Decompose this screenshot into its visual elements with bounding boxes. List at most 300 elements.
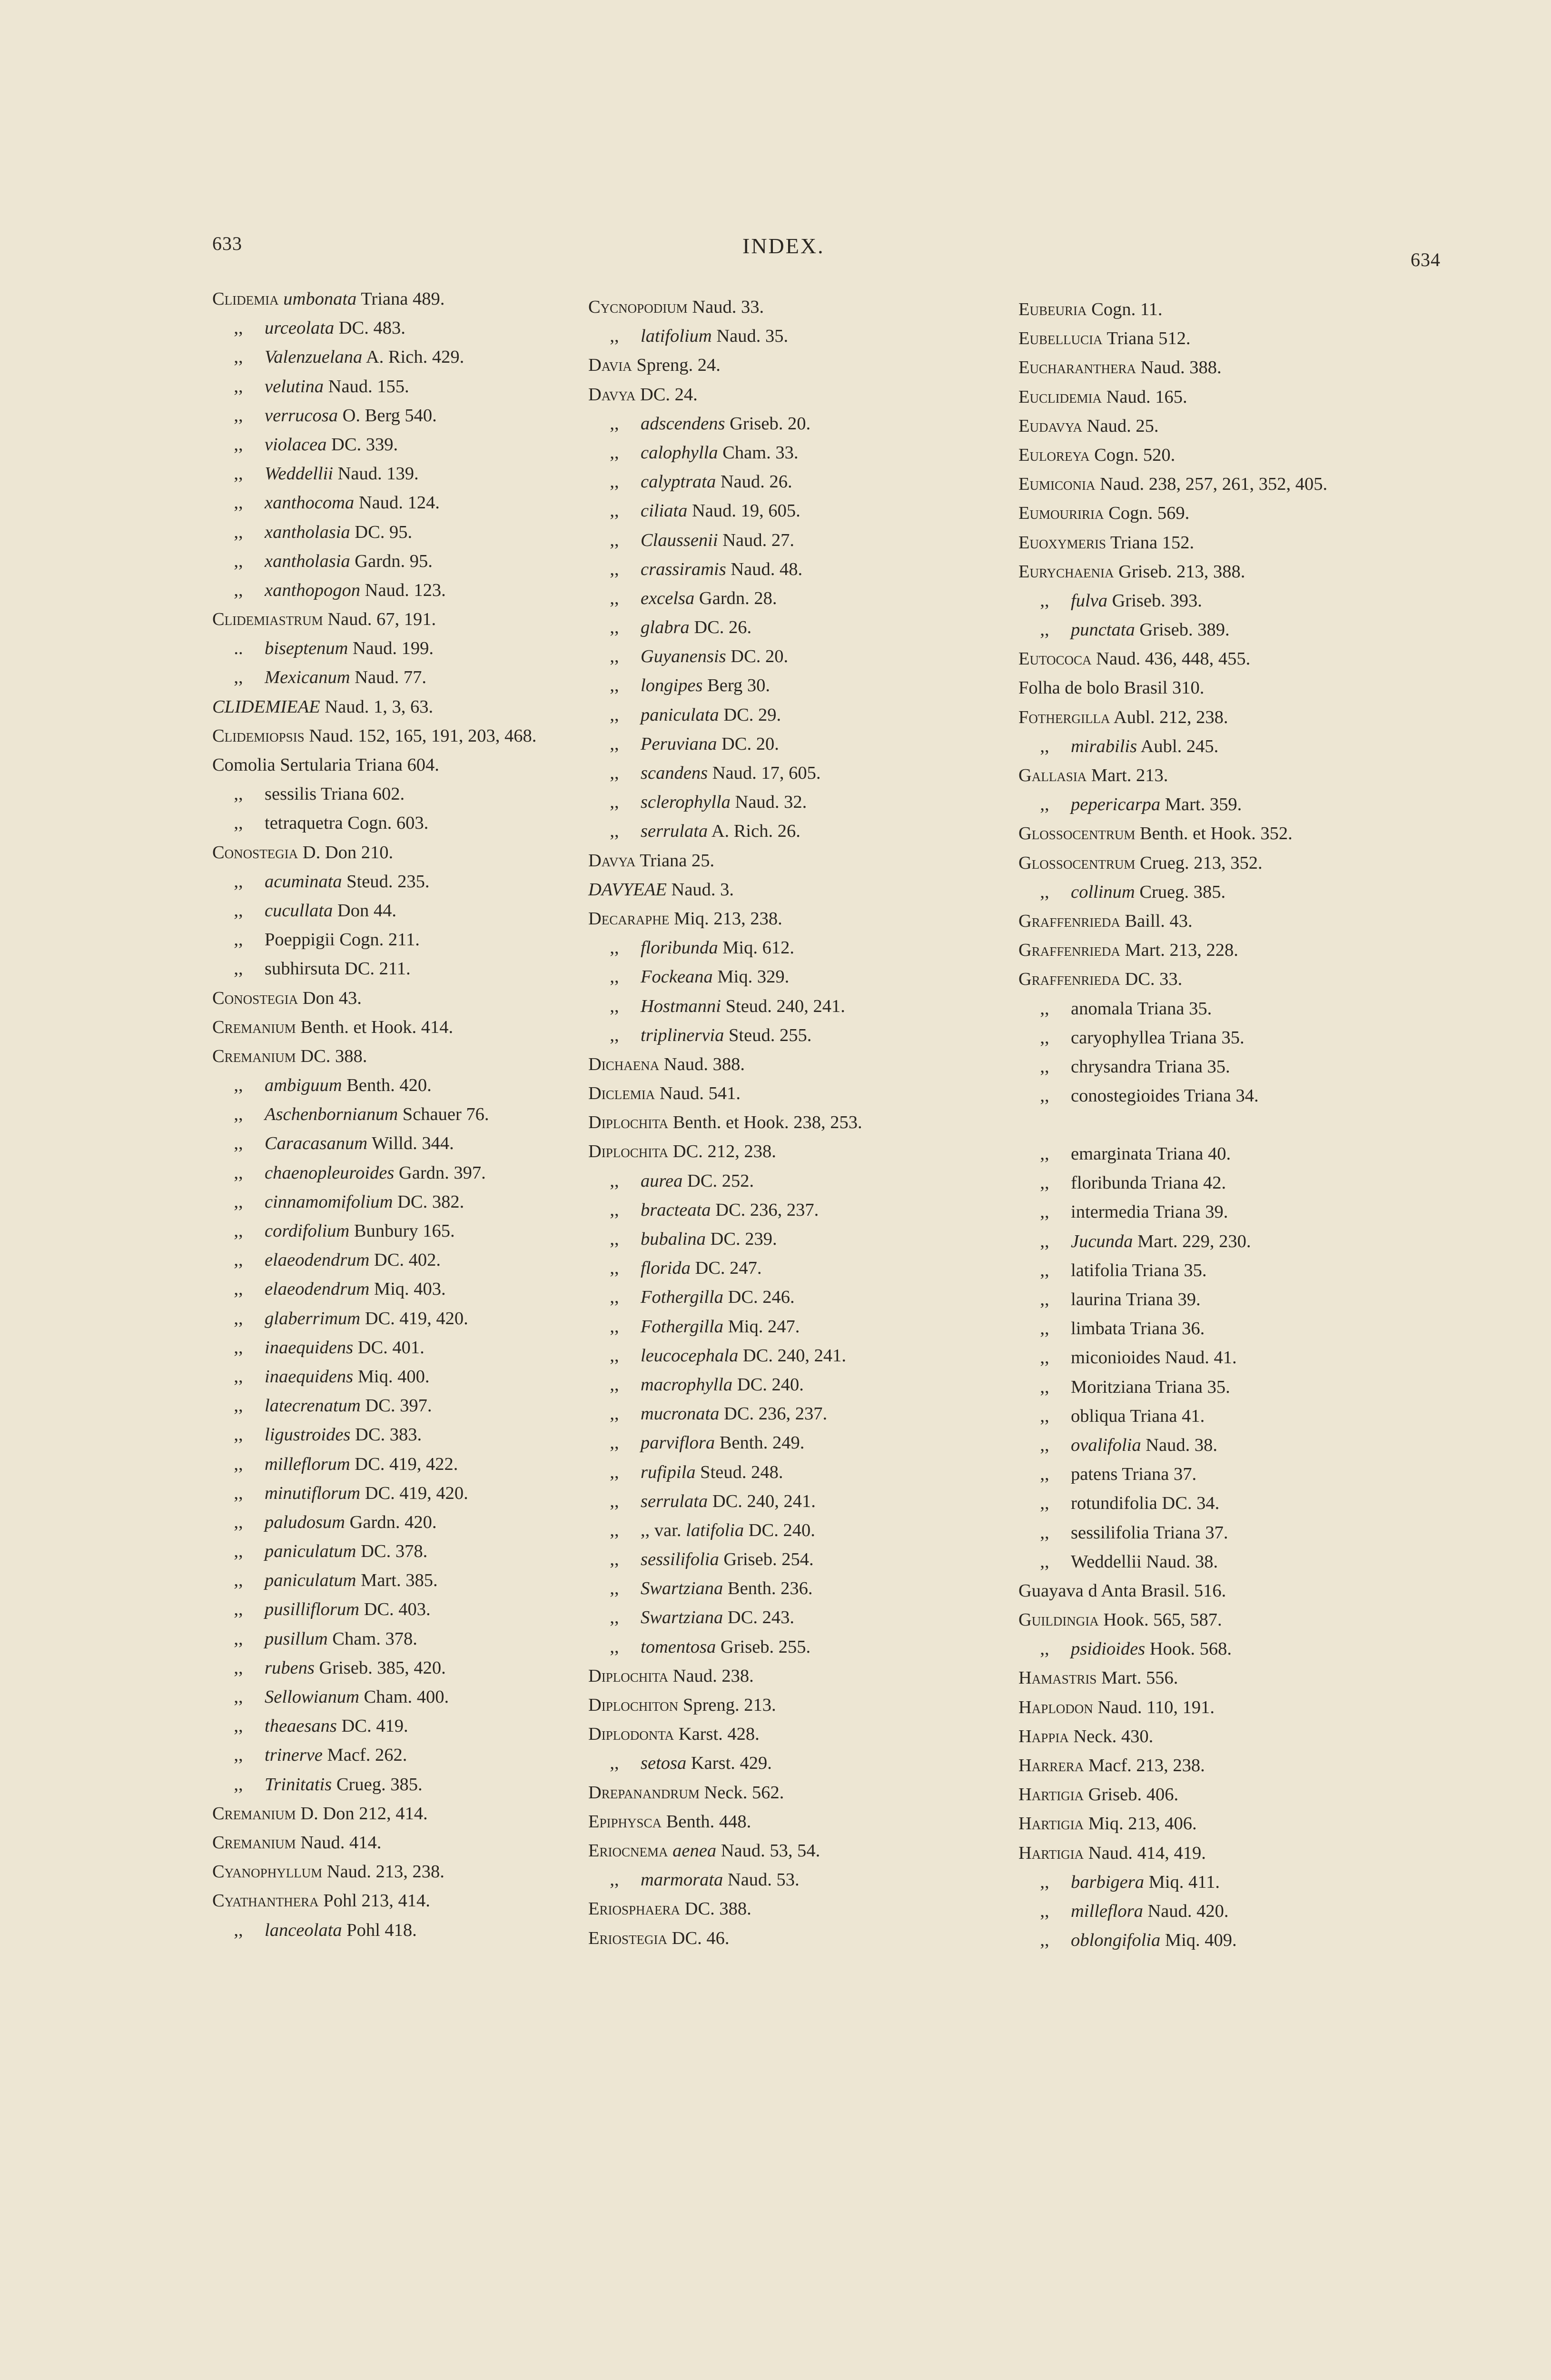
ditto-mark: ,, (610, 821, 619, 842)
index-entry (588, 1167, 993, 1196)
genus-name: Hartigia (1018, 1843, 1084, 1863)
author-ref: Pohl 213, 414. (323, 1891, 430, 1911)
genus-name: Cremanium (212, 1832, 296, 1853)
entry-text: limbata Triana 36. (1071, 1319, 1205, 1339)
index-entry (1018, 441, 1437, 470)
author-ref: DC. 95. (355, 522, 413, 542)
entry-text: ,, var. (641, 1520, 682, 1540)
author-ref: Naud. 53. (727, 1870, 800, 1890)
genus-name: Clidemiastrum (212, 609, 323, 630)
index-entry (588, 1603, 993, 1632)
species-name: collinum (1071, 882, 1135, 902)
species-name: bubalina (641, 1229, 706, 1249)
species-name: rubens (265, 1657, 315, 1678)
species-name: Claussenii (641, 530, 718, 550)
genus-name: Haplodon (1018, 1697, 1093, 1717)
author-ref: Naud. 152, 165, 191, 203, 468. (309, 725, 537, 746)
index-entry (588, 1516, 993, 1545)
species-name: scandens (641, 763, 708, 783)
index-entry (212, 663, 583, 692)
author-ref: Steud. 255. (729, 1025, 812, 1045)
ditto-mark: ,, (234, 1774, 243, 1795)
species-name: Valenzuelana (265, 347, 363, 367)
index-entry (588, 1749, 993, 1778)
entry-text: patens Triana 37. (1071, 1464, 1197, 1485)
author-ref: Cham. 378. (332, 1628, 417, 1649)
species-name: inaequidens (265, 1366, 354, 1387)
author-ref: Miq. 329. (717, 967, 790, 987)
author-ref: Triana 512. (1106, 328, 1191, 349)
species-name: calophylla (641, 442, 718, 463)
index-entry (1018, 1518, 1437, 1547)
species-name: Trinitatis (265, 1774, 332, 1795)
author-ref: Naud. 165. (1106, 387, 1187, 407)
ditto-mark: ,, (1040, 1289, 1049, 1309)
genus-name: Davya (588, 850, 636, 871)
author-ref: Macf. 262. (327, 1745, 407, 1765)
species-name: lanceolata (265, 1920, 342, 1940)
index-entry (588, 496, 993, 526)
index-entry (212, 1654, 583, 1683)
author-ref: Mart. 385. (361, 1570, 438, 1591)
index-entry (212, 1828, 583, 1857)
ditto-mark: ,, (1040, 1639, 1049, 1659)
ditto-mark: ,, (1040, 1260, 1049, 1280)
ditto-mark: ,, (234, 1221, 243, 1241)
ditto-mark: ,, (1040, 1406, 1049, 1426)
genus-name: Cyathanthera (212, 1891, 319, 1911)
index-entry (212, 1537, 583, 1566)
species-name: macrophylla (641, 1374, 733, 1395)
genus-name: Epiphysca (588, 1811, 662, 1832)
author-ref: Pohl 418. (346, 1920, 417, 1940)
ditto-mark: ,, (1040, 1056, 1049, 1077)
species-name: glabra (641, 617, 690, 638)
author-ref: Griseb. 255. (720, 1636, 811, 1657)
index-entry (588, 584, 993, 613)
index-entry (212, 693, 583, 722)
genus-name: Eriostegia (588, 1928, 668, 1948)
ditto-mark: ,, (610, 1636, 619, 1657)
author-ref: Benth. 420. (346, 1075, 432, 1096)
author-ref: Naud. 110, 191. (1097, 1697, 1215, 1717)
index-entry (588, 1924, 993, 1953)
index-column-3 (1018, 295, 1437, 1955)
author-ref: DC. 33. (1125, 969, 1183, 990)
index-entry (1018, 557, 1437, 586)
author-ref: Miq. 403. (374, 1279, 446, 1299)
ditto-mark: ,, (610, 763, 619, 783)
genus-name: Diplochiton (588, 1695, 679, 1715)
ditto-mark: ,, (234, 1075, 243, 1096)
index-entry (588, 1778, 993, 1807)
author-ref: Gardn. 95. (355, 551, 433, 571)
index-entry (212, 576, 583, 605)
species-name: leucocephala (641, 1345, 739, 1366)
species-name: glaberrimum (265, 1308, 361, 1329)
species-name: marmorata (641, 1870, 723, 1890)
author-ref: Griseb. 393. (1112, 590, 1202, 611)
ditto-mark: ,, (1040, 1464, 1049, 1485)
author-ref: Cogn. 569. (1108, 503, 1190, 524)
index-entry (212, 1159, 583, 1188)
entry-text: laurina Triana 39. (1071, 1289, 1201, 1309)
genus-name: Cremanium (212, 1803, 296, 1824)
index-entry (1018, 790, 1437, 819)
author-ref: Griseb. 213, 388. (1118, 561, 1245, 582)
species-name: oblongifolia (1071, 1930, 1161, 1951)
author-ref: DC. 243. (727, 1607, 795, 1628)
species-name: parviflora (641, 1433, 715, 1453)
species-name: Aschenbornianum (265, 1104, 398, 1125)
index-entry (588, 1050, 993, 1079)
author-ref: Naud. 238, 257, 261, 352, 405. (1100, 474, 1328, 495)
species-name: cinnamomifolium (265, 1191, 393, 1212)
index-entry (1018, 1809, 1437, 1838)
species-name: serrulata (641, 821, 708, 842)
ditto-mark: ,, (610, 1870, 619, 1890)
index-entry (212, 1333, 583, 1362)
index-entry (212, 605, 583, 634)
author-ref: Triana 152. (1110, 532, 1195, 553)
genus-name: Cremanium (212, 1017, 296, 1037)
ditto-mark: ,, (234, 493, 243, 513)
author-ref: Steud. 235. (346, 871, 430, 892)
genus-name: Hartigia (1018, 1814, 1084, 1834)
species-name: ligustroides (265, 1425, 351, 1445)
ditto-mark: ,, (234, 959, 243, 979)
index-entry (1018, 819, 1437, 848)
species-name: violacea (265, 434, 327, 455)
species-name: fulva (1071, 590, 1107, 611)
page-title: INDEX. (742, 234, 825, 258)
author-ref: Benth. et Hook. 352. (1139, 823, 1293, 844)
author-ref: Cham. 33. (722, 442, 799, 463)
index-entry (1018, 1635, 1437, 1664)
ditto-mark: ,, (234, 1920, 243, 1940)
species-name: pepericarpa (1071, 794, 1161, 815)
ditto-mark: ,, (610, 326, 619, 347)
index-entry (588, 293, 993, 322)
author-ref: Mart. 213. (1091, 765, 1168, 785)
genus-name: Eriocnema (588, 1840, 668, 1861)
index-entry (212, 1479, 583, 1508)
author-ref: DC. 419, 420. (365, 1483, 468, 1503)
entry-text: intermedia Triana 39. (1071, 1202, 1228, 1222)
index-entry (212, 1595, 583, 1624)
entry-text: rotundifolia DC. 34. (1071, 1493, 1220, 1514)
species-name: Mexicanum (265, 667, 350, 688)
author-ref: DC. 382. (397, 1191, 464, 1212)
entry-text: anomala Triana 35. (1071, 998, 1212, 1019)
index-entry (1018, 1227, 1437, 1256)
author-ref: DC. 403. (364, 1599, 431, 1620)
index-entry (212, 1566, 583, 1595)
ditto-mark: ,, (1040, 1027, 1049, 1048)
ditto-mark: ,, (234, 930, 243, 950)
index-entry (1018, 849, 1437, 878)
index-entry (1018, 1751, 1437, 1780)
index-entry (212, 430, 583, 459)
author-ref: Neck. 430. (1073, 1726, 1154, 1746)
index-entry (212, 1916, 583, 1945)
index-entry (212, 1857, 583, 1886)
author-ref: Mart. 556. (1101, 1668, 1178, 1688)
author-ref: DC. 240, 241. (742, 1345, 846, 1366)
index-entry (212, 1246, 583, 1275)
species-name: elaeodendrum (265, 1250, 370, 1270)
ditto-mark: ,, (234, 1657, 243, 1678)
index-entry (1018, 528, 1437, 557)
ditto-mark: ,, (234, 1104, 243, 1125)
genus-name: Euclidemia (1018, 387, 1102, 407)
author-ref: A. Rich. 429. (366, 347, 464, 367)
ditto-mark: ,, (1040, 1377, 1049, 1397)
ditto-mark: ,, (1040, 882, 1049, 902)
index-entry (1018, 674, 1437, 703)
index-entry (212, 1625, 583, 1654)
index-entry (1018, 1402, 1437, 1431)
index-entry (588, 904, 993, 933)
index-column-1 (212, 285, 583, 1945)
ditto-mark: ,, (610, 1025, 619, 1045)
entry-text: Guayava d Anta Brasil. 516. (1018, 1580, 1226, 1601)
index-entry (1018, 878, 1437, 907)
entry-text: caryophyllea Triana 35. (1071, 1027, 1245, 1048)
index-entry (1018, 1460, 1437, 1489)
author-ref: Don 44. (337, 900, 396, 921)
index-entry (588, 1720, 993, 1749)
ditto-mark: ,, (610, 559, 619, 579)
genus-name: Diplochita (588, 1141, 669, 1162)
index-entry (212, 518, 583, 547)
ditto-mark: ,, (234, 1745, 243, 1765)
genus-name: Conostegia (212, 842, 298, 863)
author-ref: Willd. 344. (371, 1133, 454, 1154)
index-entry (588, 380, 993, 409)
index-entry (588, 933, 993, 962)
author-ref: DC. 239. (710, 1229, 777, 1249)
ditto-mark: ,, (610, 792, 619, 813)
ditto-mark: ,, (610, 1287, 619, 1308)
ditto-mark: ,, (234, 813, 243, 833)
ditto-mark: ,, (1040, 1551, 1049, 1572)
index-entry (588, 1545, 993, 1574)
genus-name: Diplochita (588, 1666, 669, 1686)
species-name: floribunda (641, 938, 718, 958)
index-entry (212, 1217, 583, 1246)
genus-name: Eutococa (1018, 649, 1092, 669)
index-entry (1018, 1868, 1437, 1897)
index-entry (212, 1420, 583, 1449)
index-entry (212, 1362, 583, 1391)
author-ref: Spreng. 213. (682, 1695, 776, 1715)
index-entry (212, 488, 583, 517)
index-entry (588, 701, 993, 730)
genus-name: Hamastris (1018, 1668, 1097, 1688)
species-name: velutina (265, 376, 324, 397)
species-name: latecrenatum (265, 1396, 361, 1416)
index-entry (588, 1894, 993, 1924)
author-ref: DC. 383. (355, 1425, 422, 1445)
author-ref: Hook. 565, 587. (1103, 1610, 1222, 1630)
index-entry (588, 1196, 993, 1225)
author-ref: Cham. 400. (364, 1687, 449, 1707)
genus-name: Happia (1018, 1726, 1069, 1746)
species-name: umbonata (283, 289, 357, 309)
genus-name: Diplodonta (588, 1724, 674, 1745)
ditto-mark: ,, (1040, 1522, 1049, 1543)
species-name: florida (641, 1258, 691, 1279)
ditto-mark: ,, (234, 1454, 243, 1474)
author-ref: DC. 388. (684, 1899, 751, 1919)
author-ref: DC. 419, 422. (355, 1454, 458, 1474)
index-entry (588, 438, 993, 467)
author-ref: Gardn. 28. (699, 588, 777, 608)
author-ref: DC. 20. (721, 734, 779, 754)
entry-text: subhirsuta DC. 211. (265, 959, 411, 979)
author-ref: Cogn. 520. (1094, 445, 1176, 465)
index-entry (212, 401, 583, 430)
ditto-mark: ,, (234, 900, 243, 921)
author-ref: DC. 240. (737, 1374, 804, 1395)
genus-name: Cycnopodium (588, 297, 688, 317)
index-entry (212, 867, 583, 896)
species-name: paniculatum (265, 1570, 356, 1591)
ditto-mark: ,, (234, 1541, 243, 1562)
author-ref: Griseb. 385, 420. (319, 1657, 446, 1678)
author-ref: DC. 212, 238. (672, 1141, 776, 1162)
entry-text: Poeppigii Cogn. 211. (265, 930, 420, 950)
index-entry (588, 1108, 993, 1137)
ditto-mark: ,, (1040, 1930, 1049, 1951)
ditto-mark: ,, (234, 1396, 243, 1416)
author-ref: Mart. 229, 230. (1137, 1231, 1251, 1251)
ditto-mark: ,, (234, 1512, 243, 1532)
author-ref: DC. 20. (731, 646, 789, 667)
index-entry (1018, 1664, 1437, 1693)
species-name: Fockeana (641, 967, 713, 987)
index-entry (212, 809, 583, 838)
index-entry (588, 875, 993, 904)
author-ref: DC. 401. (357, 1337, 425, 1358)
ditto-mark: ,, (234, 871, 243, 892)
species-name: xantholasia (265, 551, 350, 571)
species-name: paniculatum (265, 1541, 356, 1562)
ditto-mark: ,, (610, 1520, 619, 1540)
index-entry (212, 838, 583, 867)
index-entry (212, 1391, 583, 1420)
ditto-mark: ,, (1040, 1435, 1049, 1455)
ditto-mark: ,, (610, 588, 619, 608)
entry-text: Comolia Sertularia Triana 604. (212, 755, 439, 775)
author-ref: Griseb. 254. (723, 1549, 814, 1570)
index-entry (588, 759, 993, 788)
genus-name: Clidemiopsis (212, 725, 305, 746)
index-entry (588, 1691, 993, 1720)
ditto-mark: ,, (610, 1491, 619, 1511)
species-name: crassiramis (641, 559, 726, 579)
author-ref: Miq. 411. (1148, 1872, 1220, 1892)
index-entry (212, 1683, 583, 1712)
index-entry (1018, 1722, 1437, 1751)
index-entry (588, 962, 993, 992)
author-ref: Naud. 27. (722, 530, 794, 550)
species-name: aenea (672, 1840, 717, 1861)
genus-name: Eumouriria (1018, 503, 1104, 524)
author-ref: Triana 489. (361, 289, 445, 309)
ditto-mark: ,, (610, 530, 619, 550)
genus-name: Glossocentrum (1018, 853, 1136, 873)
species-name: sclerophylla (641, 792, 731, 813)
species-name: inaequidens (265, 1337, 354, 1358)
author-ref: Miq. 409. (1165, 1930, 1237, 1951)
index-entry (1018, 1547, 1437, 1577)
index-entry (1018, 994, 1437, 1023)
author-ref: Benth. 448. (666, 1811, 751, 1832)
species-name: ovalifolia (1071, 1435, 1141, 1455)
author-ref: Naud. 1, 3, 63. (325, 696, 434, 717)
species-name: paniculata (641, 704, 719, 725)
species-name: triplinervia (641, 1025, 724, 1045)
author-ref: Hook. 568. (1149, 1639, 1232, 1659)
species-name: punctata (1071, 620, 1135, 640)
index-entry (212, 1129, 583, 1158)
genus-name: Eurychaenia (1018, 561, 1114, 582)
species-name: excelsa (641, 588, 695, 608)
author-ref: Cogn. 11. (1091, 299, 1163, 319)
ditto-mark: ,, (234, 464, 243, 484)
index-entry (588, 1633, 993, 1662)
index-entry (212, 984, 583, 1013)
author-ref: D. Don 212, 414. (300, 1803, 428, 1824)
genus-name: Dichaena (588, 1054, 660, 1074)
index-entry (588, 1370, 993, 1399)
author-ref: Naud. 48. (731, 559, 803, 579)
entry-text: obliqua Triana 41. (1071, 1406, 1205, 1426)
species-name: acuminata (265, 871, 342, 892)
ditto-mark: ,, (1040, 1144, 1049, 1164)
ditto-mark: ,, (610, 967, 619, 987)
author-ref: Bunbury 165. (354, 1221, 455, 1241)
author-ref: Naud. 25. (1087, 416, 1159, 436)
index-entry (212, 343, 583, 372)
index-entry (212, 1508, 583, 1537)
author-ref: D. Don 210. (302, 842, 394, 863)
ditto-mark: ,, (1040, 1086, 1049, 1106)
entry-text: tetraquetra Cogn. 603. (265, 813, 429, 833)
ditto-mark: ,, (610, 442, 619, 463)
index-entry (588, 1225, 993, 1254)
author-ref: Naud. 38. (1146, 1435, 1217, 1455)
author-ref: DC. 26. (694, 617, 752, 638)
index-entry (588, 1458, 993, 1487)
author-ref: Mart. 213, 228. (1125, 940, 1238, 961)
author-ref: Naud. 123. (365, 580, 446, 600)
index-entry (212, 896, 583, 925)
index-entry (212, 1071, 583, 1100)
author-ref: Spreng. 24. (636, 355, 721, 376)
ditto-mark: ,, (234, 1366, 243, 1387)
index-entry (212, 1100, 583, 1129)
index-entry (212, 1770, 583, 1799)
index-entry (1018, 645, 1437, 674)
index-entry (1018, 324, 1437, 353)
ditto-mark: ,, (610, 472, 619, 492)
page-number-left: 633 (212, 233, 242, 254)
species-name: psidioides (1071, 1639, 1146, 1659)
entry-text: conostegioides Triana 34. (1071, 1086, 1259, 1106)
